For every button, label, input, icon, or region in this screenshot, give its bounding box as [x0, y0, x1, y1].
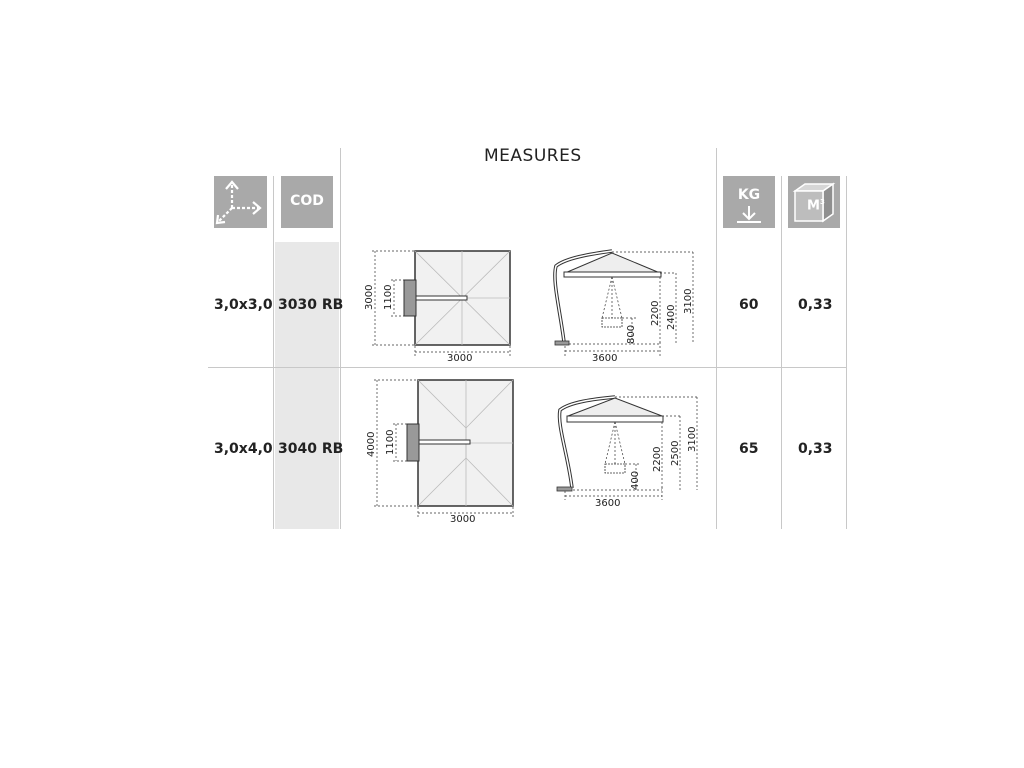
- row2-side-clearance-label: 400: [630, 470, 641, 490]
- row1-code: 3030 RB: [278, 297, 344, 313]
- row1-size: 3,0x3,0: [214, 297, 273, 313]
- row2-top-width-label: 3000: [450, 514, 476, 525]
- row1-side-h1-label: 2200: [650, 300, 661, 326]
- row1-top-view-drawing: [364, 251, 510, 364]
- row1-top-width-label: 3000: [447, 353, 473, 364]
- row2-top-depth-label: 4000: [366, 431, 377, 457]
- row1-m3: 0,33: [798, 297, 833, 313]
- row2-side-reach-label: 3600: [595, 498, 621, 509]
- kg-label: KG: [737, 187, 761, 203]
- row1-side-reach-label: 3600: [592, 353, 618, 364]
- row2-size: 3,0x4,0: [214, 441, 273, 457]
- row1-side-h2-label: 2400: [666, 304, 677, 330]
- row2-side-h3-label: 3100: [687, 426, 698, 452]
- row1-top-depth-label: 3000: [364, 284, 375, 310]
- row2-top-view-drawing: [366, 380, 513, 525]
- row1-side-h3-label: 3100: [683, 288, 694, 314]
- row2-side-view-drawing: [557, 397, 698, 509]
- row2-side-h1-label: 2200: [652, 446, 663, 472]
- row2-top-base-label: 1100: [385, 429, 396, 455]
- row2-m3: 0,33: [798, 441, 833, 457]
- m3-letter: M: [807, 198, 820, 214]
- m3-superscript: 3: [819, 198, 825, 206]
- row1-top-base-label: 1100: [383, 284, 394, 310]
- row2-code: 3040 RB: [278, 441, 344, 457]
- row2-side-h2-label: 2500: [670, 440, 681, 466]
- row1-side-clearance-label: 800: [626, 324, 637, 344]
- row1-side-view-drawing: [555, 251, 694, 364]
- row2-kg: 65: [739, 441, 759, 457]
- cod-label: COD: [290, 193, 324, 209]
- row1-kg: 60: [739, 297, 759, 313]
- measures-title: MEASURES: [484, 146, 582, 166]
